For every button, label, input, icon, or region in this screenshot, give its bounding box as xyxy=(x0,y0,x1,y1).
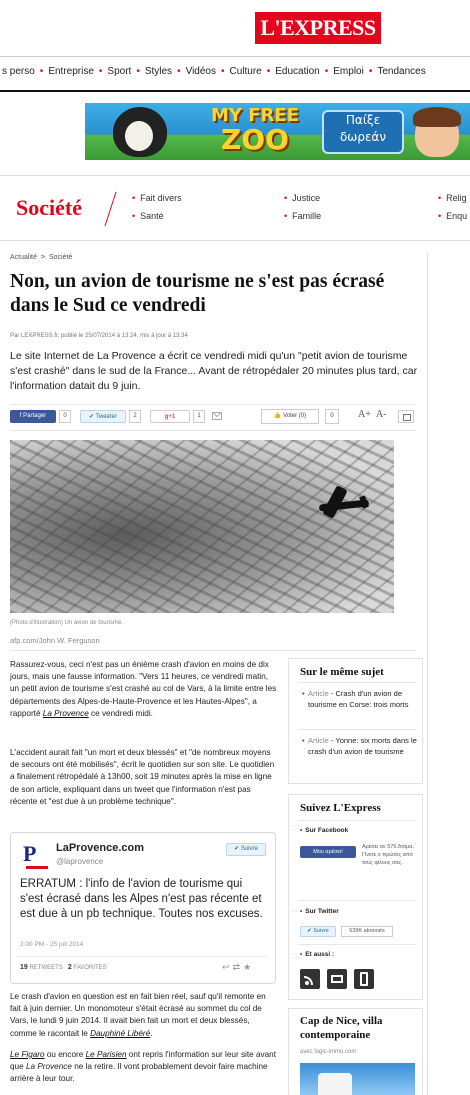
subsection-link-justice[interactable] xyxy=(284,193,320,203)
nav-separator: • xyxy=(266,66,271,77)
thumbs-up-icon: 👍 xyxy=(273,413,284,419)
nav-separator: • xyxy=(177,66,181,77)
nav-divider xyxy=(0,90,470,92)
ad-logo-line2: ZOO xyxy=(221,123,289,156)
article-byline: Par LEXPRESS.fr, publié le 25/07/2014 à 13:24, mis à jour à 13:34 xyxy=(10,333,188,339)
twitter-bird-icon: ✔ xyxy=(89,414,96,420)
nav-separator: • xyxy=(136,66,140,77)
vote-button[interactable] xyxy=(261,409,319,424)
also-section-label xyxy=(300,951,334,958)
tweet-text: ERRATUM : l'info de l'avion de tourisme qui s'est écrasé dans les Alpes n'est pas récente et est due à un pb technique. Toutes nos excuses. xyxy=(20,878,263,920)
subsection-label: Famille xyxy=(292,211,322,221)
article-lede: Le site Internet de La Provence a écrit ce vendredi midi qu'un "petit avion de tourisme s'est crashé" dans le sud de la France... Avant de rétropédaler 20 minutes plus tard, car l'information datait du 9 juin. xyxy=(10,350,418,392)
nav-item-emploi[interactable]: Emploi xyxy=(333,66,364,77)
column-divider xyxy=(427,252,428,1095)
nav-item-culture[interactable]: Culture xyxy=(229,66,262,77)
subsection-link-famille[interactable] xyxy=(284,211,321,221)
subsection-link-fait-divers[interactable] xyxy=(132,193,182,203)
bullet-icon: • xyxy=(132,211,136,221)
google-plus-button[interactable]: g+1 xyxy=(150,410,190,423)
subsection-link-sante[interactable] xyxy=(132,211,164,221)
caption-divider xyxy=(10,650,416,651)
article-photo xyxy=(10,440,394,613)
main-nav xyxy=(0,66,470,84)
retweet-count: 19 xyxy=(20,964,28,971)
dauphine-libere-link[interactable]: Dauphiné Libéré xyxy=(90,1028,151,1038)
facebook-share-count: 0 xyxy=(59,410,71,423)
facebook-section-label xyxy=(300,827,348,834)
share-bar-top-divider xyxy=(10,404,416,405)
penguin-mascot-image xyxy=(113,107,167,157)
le-figaro-link[interactable]: Le Figaro xyxy=(10,1050,45,1059)
la-provence-link[interactable]: La Provence xyxy=(42,708,89,718)
follow-title: Suivez L'Express xyxy=(300,802,381,814)
nav-separator: • xyxy=(98,66,103,77)
facebook-share-label: Partager xyxy=(23,413,47,419)
nav-item-perso[interactable]: s perso xyxy=(2,66,35,77)
nav-separator: • xyxy=(220,66,225,77)
section-divider xyxy=(0,240,470,241)
article-paragraph: Le crash d'avion en question est en fait bien réel, sauf qu'il remonte en fait à juin dernier. Un monomoteur s'était écrasé au sommet du col de Vars, le lundi 9 juin 2014. Il avait bien fait un mort et deux blessés, comme le racontait le Dauphiné Libéré. xyxy=(10,992,266,1038)
subsection-link-enquete[interactable] xyxy=(438,211,467,221)
nav-item-sport[interactable]: Sport xyxy=(107,66,132,77)
article-paragraph: Le Figaro ou encore Le Parisien ont repris l'information sur leur site avant que La Provence ne la retire. Il vont probablement devoir faire machine arrière à leur tour. xyxy=(10,1050,276,1084)
vote-count: 0 xyxy=(325,409,339,424)
article-paragraph: L'accident aurait fait "un mort et deux blessés" et "de nombreux moyens de secours ont été mobilisés", écrit le quotidien sur son site. Le quotidien a finalement rétropédalé à 13h00, soit 19 minutes après la mise en ligne de son article, expliquant dans un tweet que l'information n'est pas récente et "est due à un problème technique". xyxy=(10,748,275,806)
rss-icon[interactable] xyxy=(300,969,320,989)
twitter-section-text: Sur Twitter xyxy=(305,908,339,915)
related-article-type: Article xyxy=(308,736,329,745)
lexpress-logo[interactable]: L'EXPRESS xyxy=(255,12,381,44)
ad-logo-line1: MY FREE xyxy=(211,105,299,126)
breadcrumb xyxy=(10,254,72,261)
favorite-label: FAVORITES xyxy=(73,965,107,971)
bullet-icon: • xyxy=(300,951,303,958)
tweet-count: 2 xyxy=(129,410,141,423)
section-title[interactable]: Société xyxy=(16,195,82,220)
subsection-label: Relig xyxy=(446,193,467,203)
bullet-icon: • xyxy=(300,908,303,915)
twitter-bird-icon: ✔ xyxy=(307,928,314,934)
tweet-author-handle[interactable]: @laprovence xyxy=(56,857,104,866)
bullet-icon: • xyxy=(302,736,305,745)
nav-item-tendances[interactable]: Tendances xyxy=(377,66,426,77)
photo-caption: (Photo d'illustration) Un avion de tourisme. xyxy=(10,620,123,626)
nav-separator: • xyxy=(324,66,329,77)
tweet-divider xyxy=(18,956,268,957)
header-divider xyxy=(0,56,470,57)
ad-logo xyxy=(205,106,305,156)
article-paragraph: Rassurez-vous, ceci n'est pas un énième crash d'avion en moins de dix jours, mais une fausse information. "Vers 11 heures, ce vendredi matin, un petit avion de tourisme s'est crashé au col de Vars, à la limite entre les départements des Alpes-de-Haute-Provence et les Hautes-Alpes", a rapporté La Provence ce vendredi midi. xyxy=(10,660,277,718)
bullet-icon: • xyxy=(438,193,442,203)
tweet-label: Tweeter xyxy=(95,414,117,420)
related-article-link[interactable]: • Article - Crash d'un avion de tourisme en Corse: trois morts xyxy=(302,689,409,709)
subsection-label: Enqu xyxy=(446,211,468,221)
ad-play-button[interactable]: Παίξε δωρεάν xyxy=(322,110,404,154)
breadcrumb-item-societe[interactable]: Société xyxy=(48,254,73,261)
mobile-app-icon[interactable] xyxy=(354,969,374,989)
bullet-icon: • xyxy=(284,193,288,203)
facebook-divider xyxy=(298,900,416,901)
facebook-like-button[interactable]: Μου αρέσει! xyxy=(300,846,356,858)
tweet-button[interactable] xyxy=(80,410,126,423)
favorite-count: 2 xyxy=(67,964,72,971)
share-bar-bottom-divider xyxy=(10,430,416,431)
article-headline: Non, un avion de tourisme ne s'est pas écrasé dans le Sud ce vendredi xyxy=(10,271,385,316)
nav-item-videos[interactable]: Vidéos xyxy=(185,66,216,77)
nav-separator: • xyxy=(39,66,44,77)
twitter-section-label xyxy=(300,908,339,915)
bullet-icon: • xyxy=(438,211,442,221)
nav-separator: • xyxy=(368,66,373,77)
google-plus-count: 1 xyxy=(193,410,205,423)
ad-banner[interactable] xyxy=(85,103,470,160)
twitter-follow-button[interactable] xyxy=(300,926,336,937)
related-article-type: Article xyxy=(308,689,329,698)
also-section-text: Et aussi : xyxy=(305,951,335,958)
tweet-follow-button[interactable] xyxy=(226,843,266,856)
ad-character-image xyxy=(415,111,459,157)
facebook-section-text: Sur Facebook xyxy=(305,827,349,834)
retweet-icon[interactable]: ⇄ xyxy=(232,962,244,972)
bullet-icon: • xyxy=(284,211,288,221)
email-share-icon[interactable] xyxy=(212,412,222,420)
vote-label: Voter (0) xyxy=(283,413,307,419)
tweet-follow-label: Suivre xyxy=(240,846,258,852)
facebook-share-button[interactable] xyxy=(10,410,56,423)
related-item-divider xyxy=(298,729,416,730)
subsection-link-religion[interactable] xyxy=(438,193,467,203)
photo-credit: afp.com/John W. Ferguson xyxy=(10,636,100,645)
section-slash-divider xyxy=(104,192,116,227)
laprovence-avatar[interactable]: P xyxy=(23,842,49,870)
twitter-divider xyxy=(298,944,416,945)
twitter-bird-icon: ✔ xyxy=(234,846,241,852)
follow-title-divider xyxy=(298,820,416,821)
font-size-increase-button[interactable]: A+ xyxy=(358,409,371,420)
ad-divider xyxy=(0,175,470,176)
related-title-divider xyxy=(298,682,416,683)
tweet-stats xyxy=(20,964,107,971)
facebook-like-text: Αρέσει σε 576.δτομα. Γίνετε ο πρώτος από τους φίλους σας. xyxy=(362,844,414,866)
reply-icon[interactable]: ↩ xyxy=(222,962,233,972)
airplane-silhouette xyxy=(315,480,375,520)
promo-title[interactable]: Cap de Nice, villa contemporaine xyxy=(300,1015,383,1041)
breadcrumb-item-actualite[interactable]: Actualité xyxy=(10,254,37,261)
bullet-icon: • xyxy=(132,193,136,203)
subsection-label: Fait divers xyxy=(140,193,182,203)
subsection-label: Justice xyxy=(292,193,321,203)
newsletter-mail-icon[interactable] xyxy=(327,969,347,989)
tweet-timestamp[interactable]: 2:00 PM - 25 juil 2014 xyxy=(20,941,84,948)
twitter-follow-label: Suivre xyxy=(313,928,329,934)
chevron-right-icon: > xyxy=(40,254,45,261)
le-parisien-link[interactable]: Le Parisien xyxy=(85,1050,127,1059)
twitter-follower-count: 539K abonnés xyxy=(341,926,393,937)
print-icon[interactable] xyxy=(398,410,414,423)
promo-source: avec logic-immo.com xyxy=(300,1049,357,1055)
bullet-icon: • xyxy=(300,827,303,834)
favorite-star-icon[interactable]: ★ xyxy=(243,962,255,972)
bullet-icon: • xyxy=(302,689,305,698)
tweet-author-name[interactable]: LaProvence.com xyxy=(56,842,145,854)
related-article-title: Yonne: six morts dans le crash d'un avion de tourisme xyxy=(308,736,417,756)
related-article-title: Crash d'un avion de tourisme en Corse: trois morts xyxy=(308,689,409,709)
related-article-link[interactable]: • Article - Yonne: six morts dans le crash d'un avion de tourisme xyxy=(302,736,417,756)
nav-item-entreprise[interactable]: Entreprise xyxy=(48,66,94,77)
facebook-icon: f xyxy=(19,413,24,419)
related-articles-title: Sur le même sujet xyxy=(300,666,384,678)
font-size-decrease-button[interactable]: A- xyxy=(376,409,387,420)
tweet-actions xyxy=(222,962,254,973)
retweet-label: RETWEETS xyxy=(29,965,63,971)
nav-item-education[interactable]: Education xyxy=(275,66,320,77)
subsection-label: Santé xyxy=(140,211,164,221)
nav-item-styles[interactable]: Styles xyxy=(144,66,173,77)
promo-villa-image[interactable] xyxy=(300,1063,415,1095)
